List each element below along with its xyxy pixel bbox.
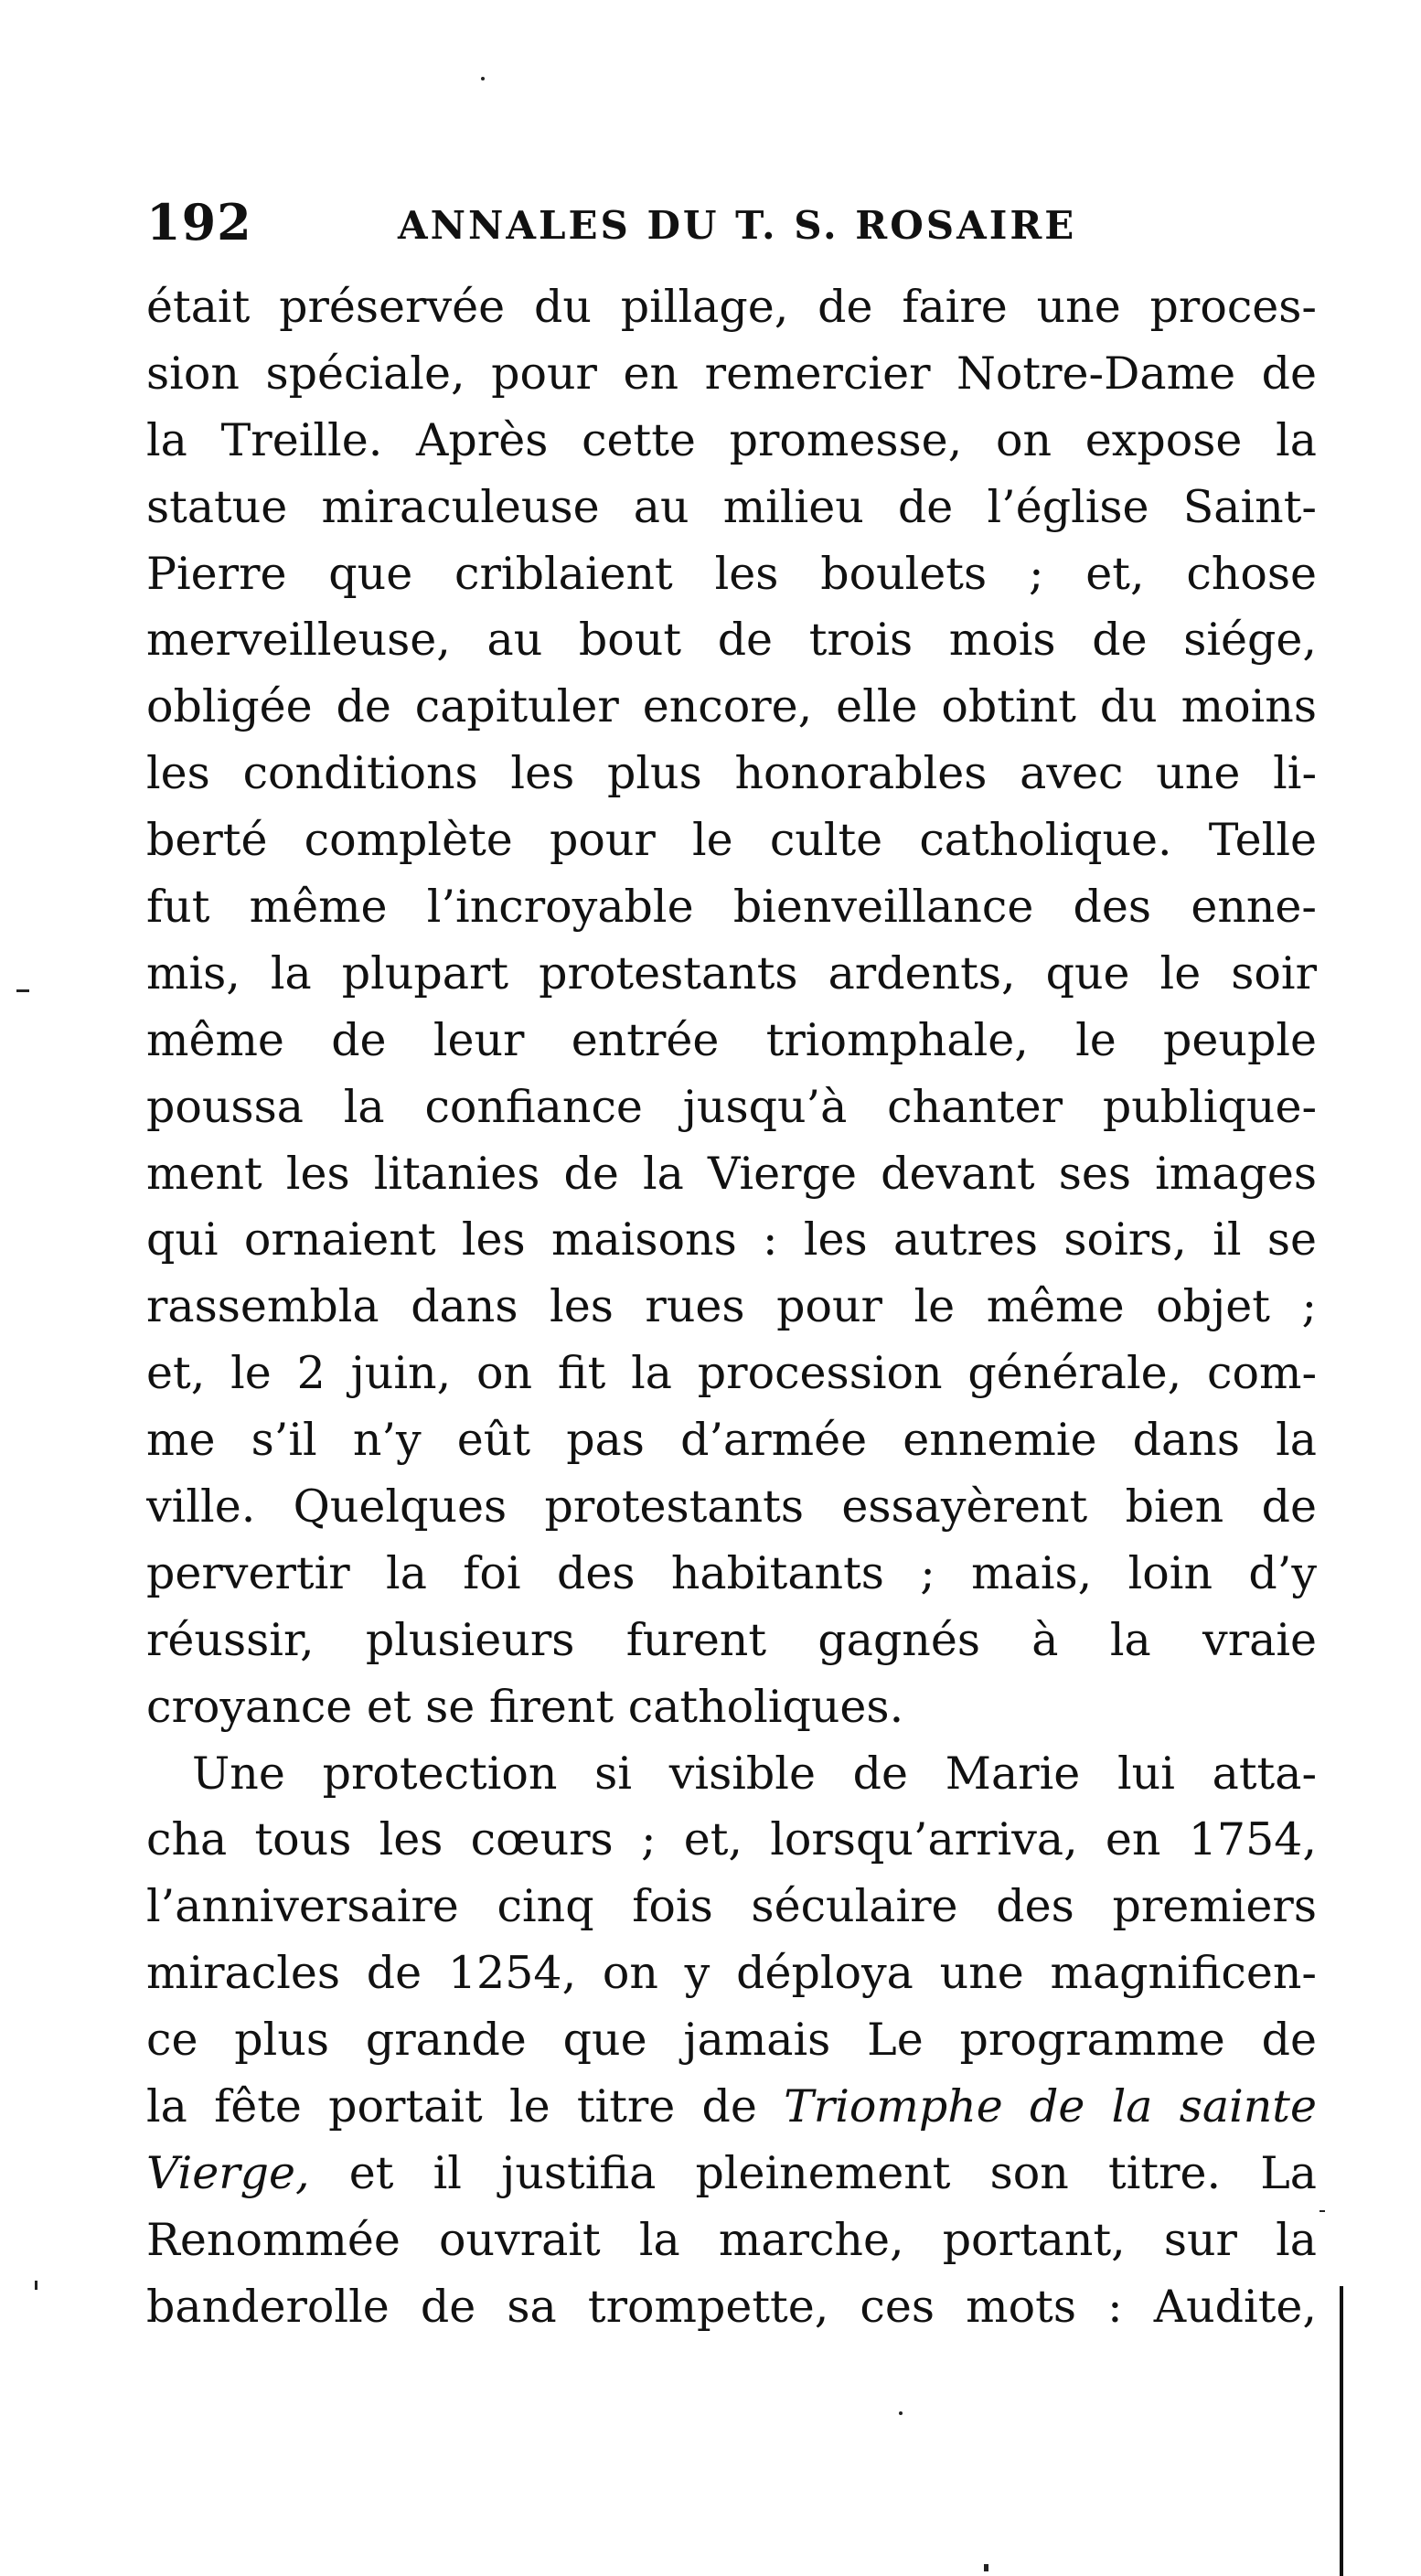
text-line: l’anniversaire cinq fois séculaire des premiers xyxy=(146,1880,1317,1933)
text-line xyxy=(146,2074,1317,2141)
text-run: la fête portait le titre de xyxy=(146,2080,785,2133)
text-line: Pierre que criblaient les boulets ; et, chose xyxy=(146,547,1317,600)
text-line: statue miraculeuse au milieu de l’église Saint- xyxy=(146,480,1317,533)
text-line: banderolle de sa trompette, ces mots : Audite, xyxy=(146,2280,1317,2333)
text-line xyxy=(146,2141,1317,2207)
scan-speck xyxy=(481,77,485,80)
text-line: poussa la confiance jusqu’à chanter publique- xyxy=(146,1080,1317,1133)
text-line: réussir, plusieurs furent gagnés à la vraie xyxy=(146,1613,1317,1666)
text-line: miracles de 1254, on y déploya une magnificen- xyxy=(146,1947,1317,2000)
running-title: ANNALES DU T. S. ROSAIRE xyxy=(398,203,1077,248)
text-line: sion spéciale, pour en remercier Notre-Dame de xyxy=(146,347,1317,400)
text-line: Une protection si visible de Marie lui atta- xyxy=(192,1747,1317,1800)
italic-title: Vierge, xyxy=(146,2146,310,2199)
body-text xyxy=(146,274,1317,2341)
text-line: même de leur entrée triomphale, le peuple xyxy=(146,1013,1317,1066)
text-line: Renommée ouvrait la marche, portant, sur la xyxy=(146,2213,1317,2266)
text-line: était préservée du pillage, de faire une proces- xyxy=(146,281,1317,333)
text-line: ville. Quelques protestants essayèrent bien de xyxy=(146,1480,1317,1534)
paragraph xyxy=(146,274,1317,1741)
text-run: et il justifia pleinement son titre. La xyxy=(309,2146,1317,2199)
scan-speck xyxy=(16,989,29,992)
scan-speck xyxy=(899,2411,903,2415)
page-edge-line xyxy=(1340,2286,1343,2576)
italic-title: Triomphe de la sainte xyxy=(784,2080,1317,2133)
text-line: rassembla dans les rues pour le même objet ; xyxy=(146,1280,1317,1333)
text-line: berté complète pour le culte catholique. Telle xyxy=(146,814,1317,867)
page-header xyxy=(146,190,1317,254)
text-line: ment les litanies de la Vierge devant ses images xyxy=(146,1147,1317,1200)
text-line: me s’il n’y eût pas d’armée ennemie dans la xyxy=(146,1414,1317,1467)
scan-speck xyxy=(984,2564,988,2571)
text-line: qui ornaient les maisons : les autres soirs, il se xyxy=(146,1213,1317,1267)
text-line: merveilleuse, au bout de trois mois de siége, xyxy=(146,614,1317,667)
text-line: pervertir la foi des habitants ; mais, loin d’y xyxy=(146,1546,1317,1599)
text-line: les conditions les plus honorables avec une li- xyxy=(146,747,1317,800)
text-line: fut même l’incroyable bienveillance des enne- xyxy=(146,881,1317,934)
text-line: ce plus grande que jamais Le programme de xyxy=(146,2014,1317,2067)
text-line: obligée de capituler encore, elle obtint du moins xyxy=(146,680,1317,733)
text-line: et, le 2 juin, on fit la procession générale, com- xyxy=(146,1347,1317,1400)
paragraph xyxy=(146,1741,1317,2341)
text-line: croyance et se firent catholiques. xyxy=(146,1680,904,1733)
scan-speck xyxy=(1320,2210,1325,2212)
scan-speck xyxy=(35,2281,37,2290)
text-line: cha tous les cœurs ; et, lorsqu’arriva, en 1754, xyxy=(146,1813,1317,1866)
text-line: la Treille. Après cette promesse, on expose la xyxy=(146,413,1317,466)
text-line: mis, la plupart protestants ardents, que le soir xyxy=(146,946,1317,999)
page-number: 192 xyxy=(146,193,252,251)
